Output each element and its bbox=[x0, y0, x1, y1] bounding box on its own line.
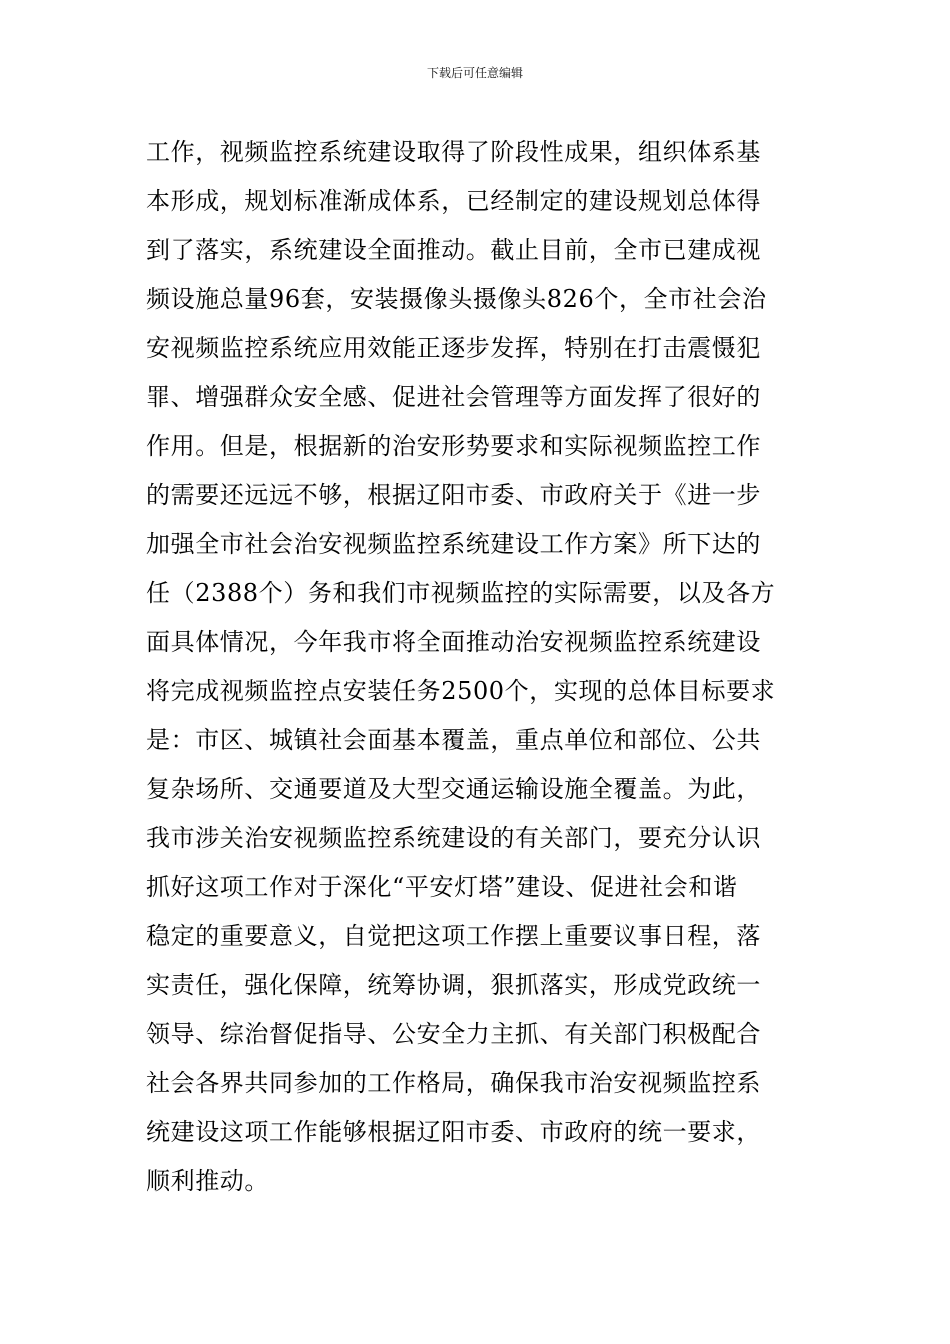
text-line: 复杂场所、交通要道及大型交通运输设施全覆盖。为此， bbox=[146, 775, 761, 803]
text-line: 工作，视频监控系统建设取得了阶段性成果，组织体系基 bbox=[146, 138, 761, 166]
text-line: 统建设这项工作能够根据辽阳市委、市政府的统一要求， bbox=[146, 1118, 761, 1146]
text-line: 实责任，强化保障，统筹协调，狠抓落实，形成党政统一 bbox=[146, 971, 761, 999]
text-line: 是：市区、城镇社会面基本覆盖，重点单位和部位、公共 bbox=[146, 726, 761, 754]
text-line: 到了落实，系统建设全面推动。截止目前，全市已建成视 bbox=[146, 236, 761, 264]
text-line: 作用。但是，根据新的治安形势要求和实际视频监控工作 bbox=[146, 432, 761, 460]
text-line: 的需要还远远不够，根据辽阳市委、市政府关于《进一步 bbox=[146, 481, 761, 509]
text-line: 本形成，规划标准渐成体系，已经制定的建设规划总体得 bbox=[146, 187, 761, 215]
text-line: 社会各界共同参加的工作格局，确保我市治安视频监控系 bbox=[146, 1069, 761, 1097]
text-line: 面具体情况，今年我市将全面推动治安视频监控系统建设 bbox=[146, 628, 761, 656]
text-line: 我市涉关治安视频监控系统建设的有关部门，要充分认识 bbox=[146, 824, 761, 852]
text-line: 领导、综治督促指导、公安全力主抓、有关部门积极配合 bbox=[146, 1020, 761, 1048]
text-line: 安视频监控系统应用效能正逐步发挥，特别在打击震慑犯 bbox=[146, 334, 761, 362]
body-paragraph bbox=[146, 128, 808, 1206]
text-line: 稳定的重要意义，自觉把这项工作摆上重要议事日程，落 bbox=[146, 922, 761, 950]
text-line: 顺利推动。 bbox=[146, 1167, 269, 1195]
page-header-note: 下载后可任意编辑 bbox=[426, 66, 523, 80]
text-line: 任（2388个）务和我们市视频监控的实际需要，以及各方 bbox=[146, 579, 776, 607]
text-line: 频设施总量96套，安装摄像头摄像头826个，全市社会治 bbox=[146, 285, 767, 313]
text-line: 抓好这项工作对于深化“平安灯塔”建设、促进社会和谐 bbox=[146, 873, 738, 901]
text-line: 罪、增强群众安全感、促进社会管理等方面发挥了很好的 bbox=[146, 383, 761, 411]
text-line: 将完成视频监控点安装任务2500个，实现的总体目标要求 bbox=[146, 677, 776, 705]
text-line: 加强全市社会治安视频监控系统建设工作方案》所下达的 bbox=[146, 530, 761, 558]
